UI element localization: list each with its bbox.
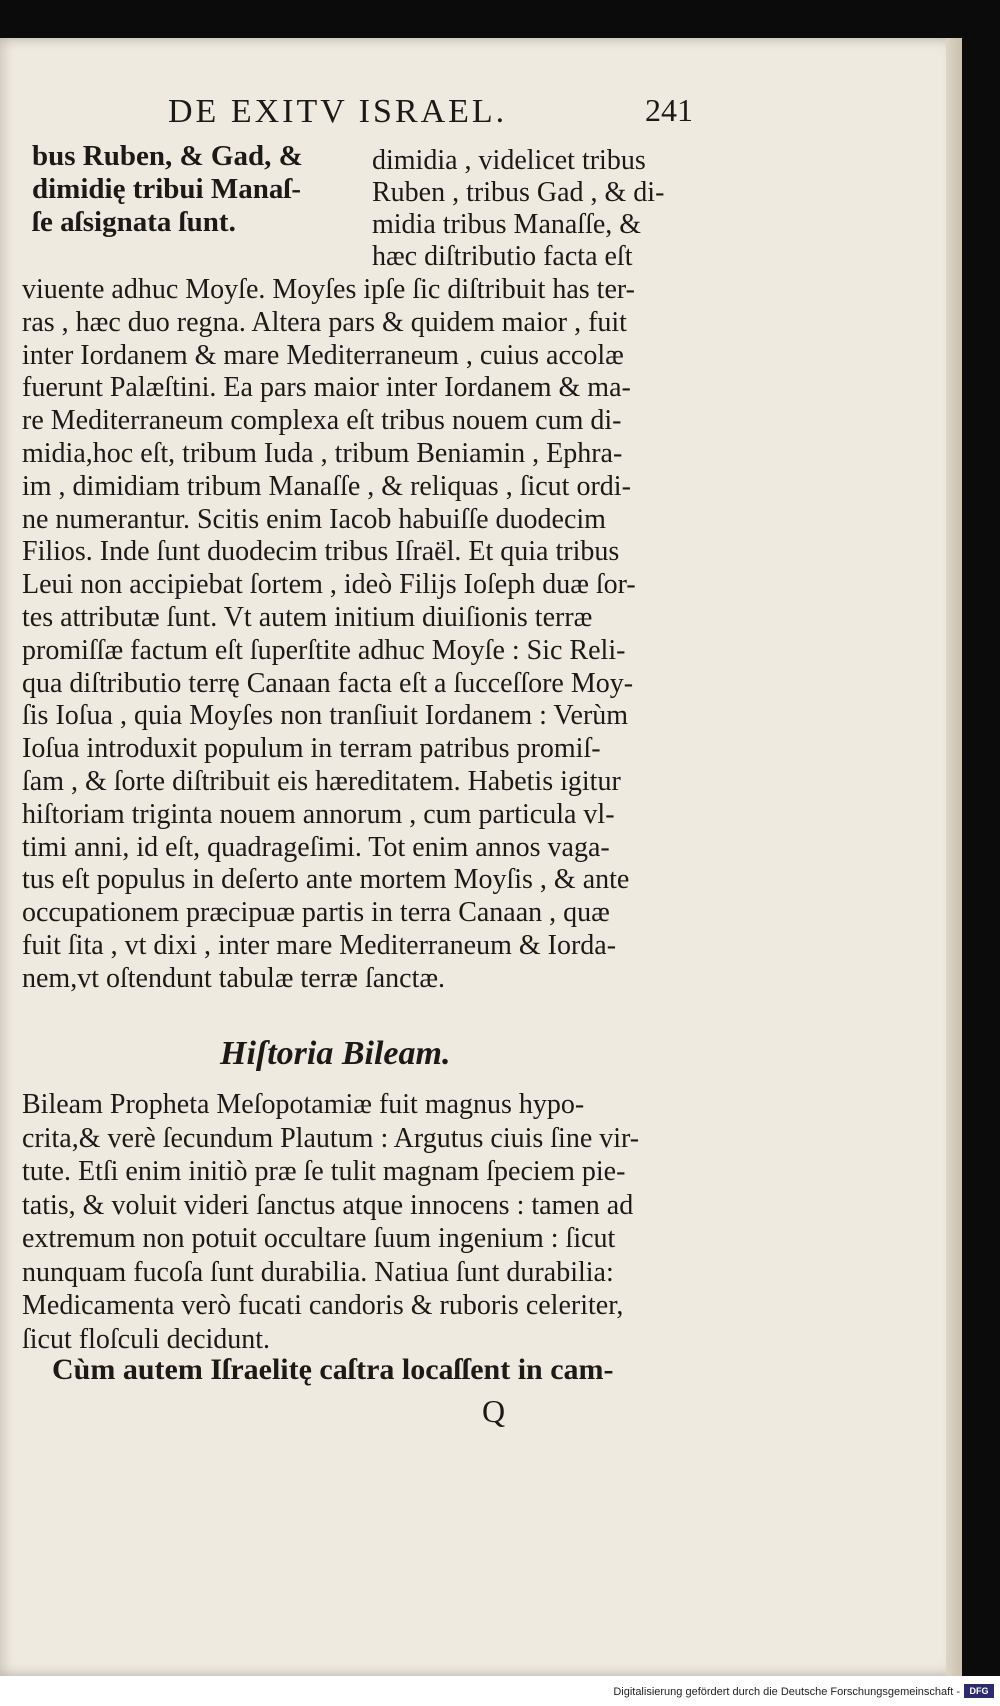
right-column-line: Ruben , tribus Gad , & di- bbox=[372, 177, 665, 208]
left-column bbox=[32, 140, 352, 239]
body-line: fuerunt Palæſtini. Ea pars maior inter Iordanem & ma- bbox=[22, 372, 631, 404]
body-line: Ioſua introduxit populum in terram patribus promiſ- bbox=[22, 733, 601, 765]
digitization-note: Digitalisierung gefördert durch die Deutsche Forschungsgemeinschaft - bbox=[613, 1686, 960, 1698]
section-line: nunquam fucoſa ſunt durabilia. Natiua ſunt durabilia: bbox=[22, 1256, 614, 1288]
body-line: tes attributæ ſunt. Vt autem initium diuiſionis terræ bbox=[22, 601, 593, 633]
body-line: nem,vt oſtendunt tabulæ terræ ſanctæ. bbox=[22, 962, 446, 994]
section-body-text bbox=[22, 1088, 682, 1356]
body-line: qua diſtributio terrę Canaan facta eſt a ſucceſſore Moy- bbox=[22, 667, 634, 699]
left-column-line: bus Ruben, & Gad, & bbox=[32, 140, 303, 172]
body-line: re Mediterraneum complexa eſt tribus nouem cum di- bbox=[22, 405, 622, 437]
body-line: hiſtoriam triginta nouem annorum , cum particula vl- bbox=[22, 798, 615, 830]
body-line: Leui non accipiebat ſortem , ideò Filijs Ioſeph duæ ſor- bbox=[22, 569, 636, 601]
left-column-line: ſe aſsignata ſunt. bbox=[32, 206, 236, 238]
dfg-logo: DFG bbox=[964, 1684, 994, 1698]
body-line: inter Iordanem & mare Mediterraneum , cuius accolæ bbox=[22, 339, 624, 371]
section-line: Bileam Propheta Meſopotamiæ fuit magnus hypo- bbox=[22, 1089, 585, 1120]
section-line: Medicamenta verò fucati candoris & ruboris celeriter, bbox=[22, 1290, 624, 1321]
body-line: ras , hæc duo regna. Altera pars & quidem maior , fuit bbox=[22, 306, 627, 338]
page-edge bbox=[946, 38, 962, 1676]
catchword: Q bbox=[482, 1393, 506, 1429]
body-line: viuente adhuc Moyſe. Moyſes ipſe ſic diſtribuit has ter- bbox=[22, 274, 635, 305]
left-column-line: dimidię tribui Manaſ- bbox=[32, 173, 302, 205]
body-line: promiſſæ factum eſt ſuperſtite adhuc Moyſe : Sic Reli- bbox=[22, 634, 626, 666]
body-line: Filios. Inde ſunt duodecim tribus Iſraël. Et quia tribus bbox=[22, 536, 620, 568]
body-line: im , dimidiam tribum Manaſſe , & reliquas , ſicut ordi- bbox=[22, 470, 631, 502]
section-line: tute. Etſi enim initiò præ ſe tulit magnam ſpeciem pie- bbox=[22, 1156, 626, 1187]
body-line: ſam , & ſorte diſtribuit eis hæreditatem. Habetis igitur bbox=[22, 765, 621, 797]
right-column-line: hæc diſtributio facta eſt bbox=[372, 241, 633, 272]
running-title: DE EXITV ISRAEL. bbox=[168, 93, 508, 130]
closing-line: Cùm autem Iſraelitę caſtra locaſſent in cam- bbox=[52, 1353, 614, 1386]
page-number: 241 bbox=[645, 92, 693, 128]
section-heading: Hiſtoria Bileam. bbox=[220, 1035, 451, 1072]
body-line: occupationem præcipuæ partis in terra Canaan , quæ bbox=[22, 897, 610, 929]
section-line: crita,& verè ſecundum Plautum : Argutus ciuis ſine vir- bbox=[22, 1122, 640, 1154]
body-line: timi anni, id eſt, quadrageſimi. Tot enim annos vaga- bbox=[22, 831, 610, 863]
right-column-line: midia tribus Manaſſe, & bbox=[372, 209, 642, 240]
body-line: ſis Ioſua , quia Moyſes non tranſiuit Iordanem : Verùm bbox=[22, 700, 629, 732]
right-column-line: dimidia , videlicet tribus bbox=[372, 145, 646, 176]
body-line: midia,hoc eſt, tribum Iuda , tribum Beniamin , Ephra- bbox=[22, 437, 623, 469]
main-body-text bbox=[22, 274, 682, 996]
body-line: ne numerantur. Scitis enim Iacob habuiſſe duodecim bbox=[22, 503, 606, 535]
body-line: fuit ſita , vt dixi , inter mare Mediterraneum & Iorda- bbox=[22, 929, 617, 961]
right-column bbox=[372, 145, 687, 273]
section-line: ſicut floſculi decidunt. bbox=[22, 1323, 271, 1355]
section-line: extremum non potuit occultare ſuum ingenium : ſicut bbox=[22, 1223, 616, 1254]
body-line: tus eſt populus in deſerto ante mortem Moyſis , & ante bbox=[22, 864, 630, 896]
section-line: tatis, & voluit videri ſanctus atque innocens : tamen ad bbox=[22, 1189, 634, 1221]
